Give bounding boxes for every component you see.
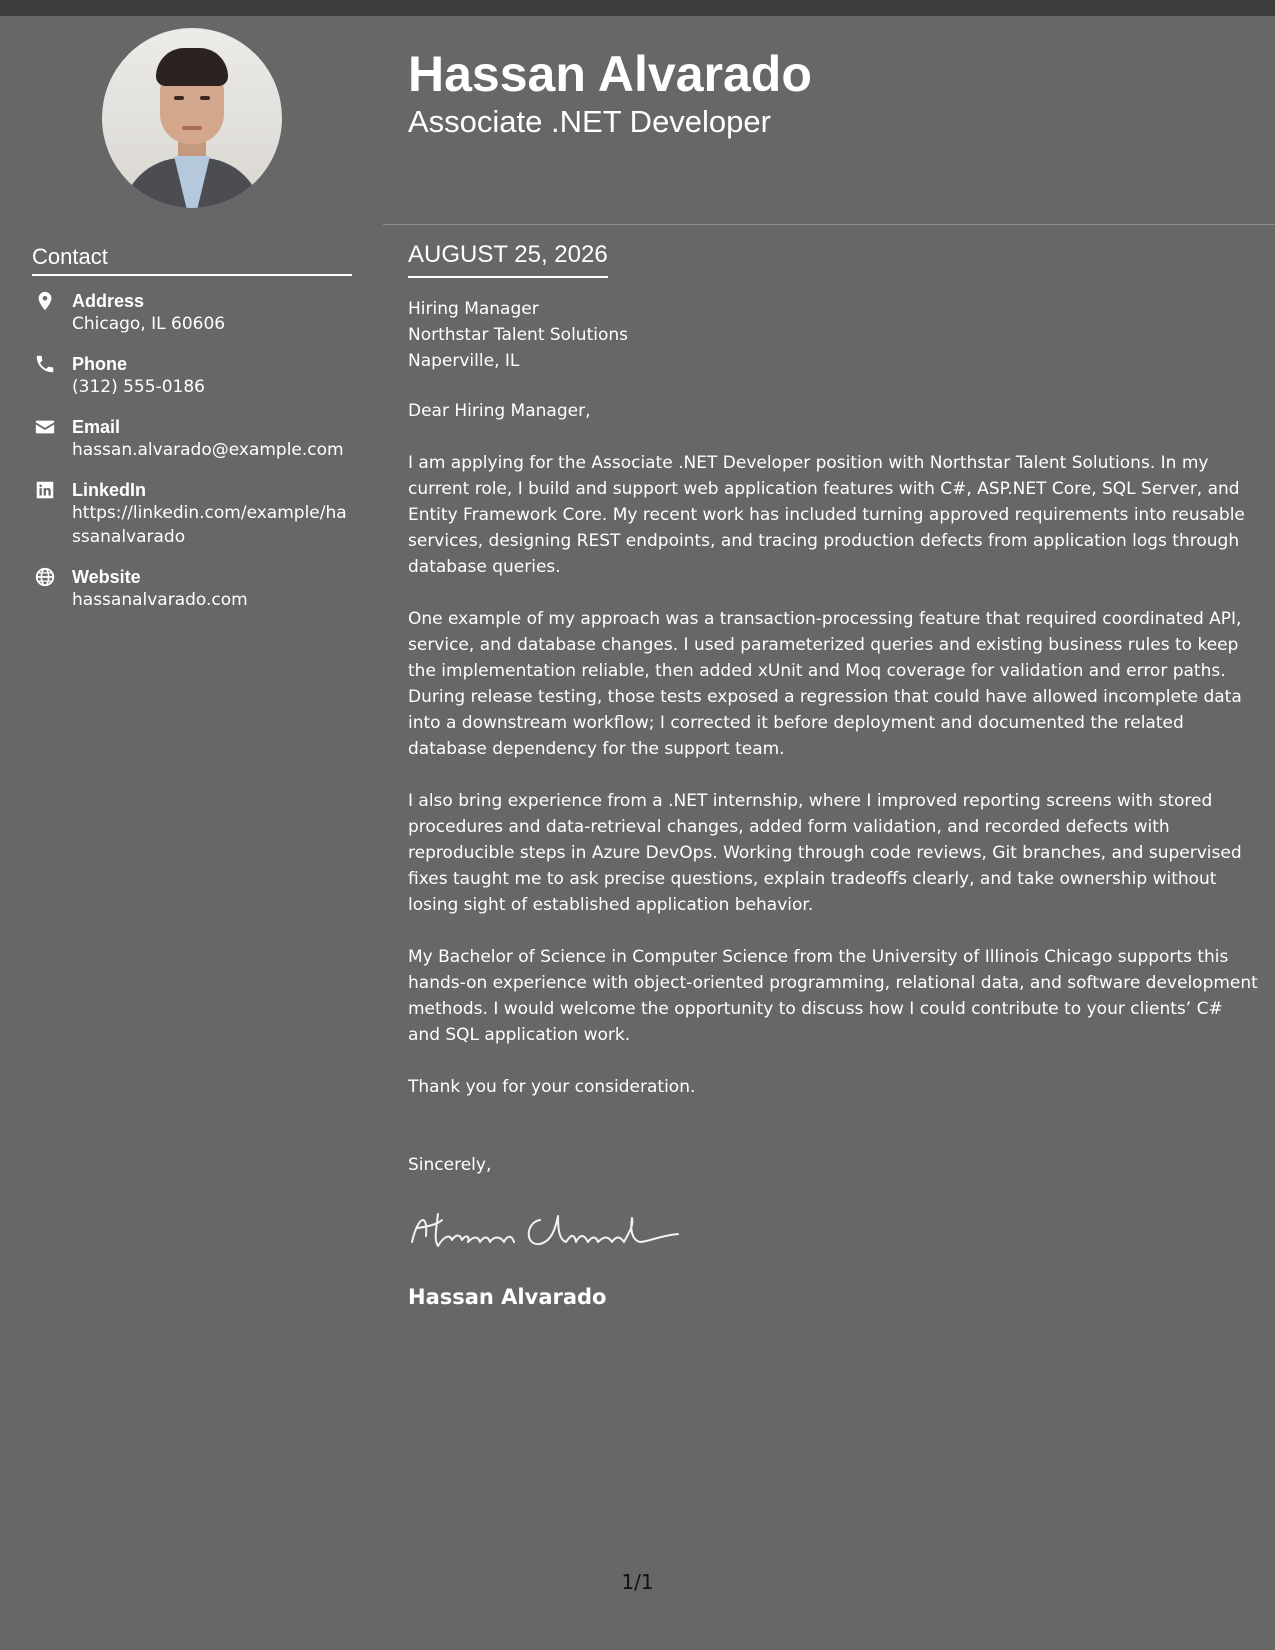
paragraph: I also bring experience from a .NET internship, where I improved reporting screens with stored procedures and data-retrieval changes, added form validation, and recorded defects with reproducible steps in Azure DevOps. Working through code reviews, Git branches, and supervised fixes taught me to ask precise questions, explain tradeoffs clearly, and take ownership without losing sight of established application behavior. — [408, 791, 1242, 915]
globe-icon — [34, 566, 56, 588]
contact-heading: Contact — [32, 244, 352, 276]
contact-value: https://linkedin.com/example/hassanalvarado — [72, 503, 347, 547]
contact-label: Address — [72, 291, 145, 311]
salutation: Dear Hiring Manager, — [408, 401, 591, 421]
top-bar — [0, 0, 1275, 16]
header-divider — [383, 224, 1275, 225]
contact-label: Email — [72, 417, 121, 437]
paragraph: My Bachelor of Science in Computer Science from the University of Illinois Chicago supports this hands-on experience with object-oriented programming, relational data, and software development methods. I would welcome the opportunity to discuss how I could contribute to your clients’ C# and SQL application work. — [408, 947, 1258, 1045]
recipient-line: Naperville, IL — [408, 351, 520, 371]
contact-label: Phone — [72, 354, 128, 374]
phone-icon — [34, 353, 56, 375]
contact-label: LinkedIn — [72, 480, 147, 500]
paragraph: I am applying for the Associate .NET Developer position with Northstar Talent Solutions. In my current role, I build and support web application features with C#, ASP.NET Core, SQL Server, and Entity Framework Core. My recent work has included turning approved requirements into reusable services, designing REST endpoints, and tracing production defects from application logs through database queries. — [408, 453, 1245, 577]
signer-name: Hassan Alvarado — [408, 1285, 607, 1309]
recipient-block — [408, 296, 1258, 374]
contact-list — [32, 290, 352, 612]
closing: Sincerely, — [408, 1155, 492, 1175]
envelope-icon — [34, 416, 56, 438]
recipient-line: Hiring Manager — [408, 299, 539, 319]
contact-website — [32, 566, 352, 612]
contact-value: (312) 555-0186 — [72, 377, 205, 397]
paragraph: One example of my approach was a transaction-processing feature that required coordinated API, service, and database changes. I used parameterized queries and existing business rules to keep the implementation reliable, then added xUnit and Moq coverage for validation and error paths. During release testing, those tests exposed a regression that could have allowed incomplete data into a downstream workflow; I corrected it before deployment and documented the related database dependency for the support team. — [408, 609, 1242, 759]
signature-image — [408, 1206, 688, 1256]
recipient-line: Northstar Talent Solutions — [408, 325, 629, 345]
page-number: 1/1 — [621, 1570, 654, 1594]
contact-value: hassanalvarado.com — [72, 590, 248, 610]
paragraph: Thank you for your consideration. — [408, 1077, 696, 1097]
letter-body — [408, 240, 1258, 1310]
job-title: Associate .NET Developer — [408, 104, 771, 139]
map-pin-icon — [34, 290, 56, 312]
contact-label: Website — [72, 567, 141, 587]
page-header — [408, 44, 812, 140]
applicant-name: Hassan Alvarado — [408, 46, 812, 102]
sidebar — [32, 28, 352, 629]
contact-email — [32, 416, 352, 462]
profile-photo — [102, 28, 282, 208]
contact-value: hassan.alvarado@example.com — [72, 440, 344, 460]
letter-date: AUGUST 25, 2026 — [408, 240, 608, 278]
contact-value: Chicago, IL 60606 — [72, 314, 226, 334]
linkedin-icon — [34, 479, 56, 501]
contact-address — [32, 290, 352, 336]
contact-linkedin — [32, 479, 352, 549]
contact-phone — [32, 353, 352, 399]
